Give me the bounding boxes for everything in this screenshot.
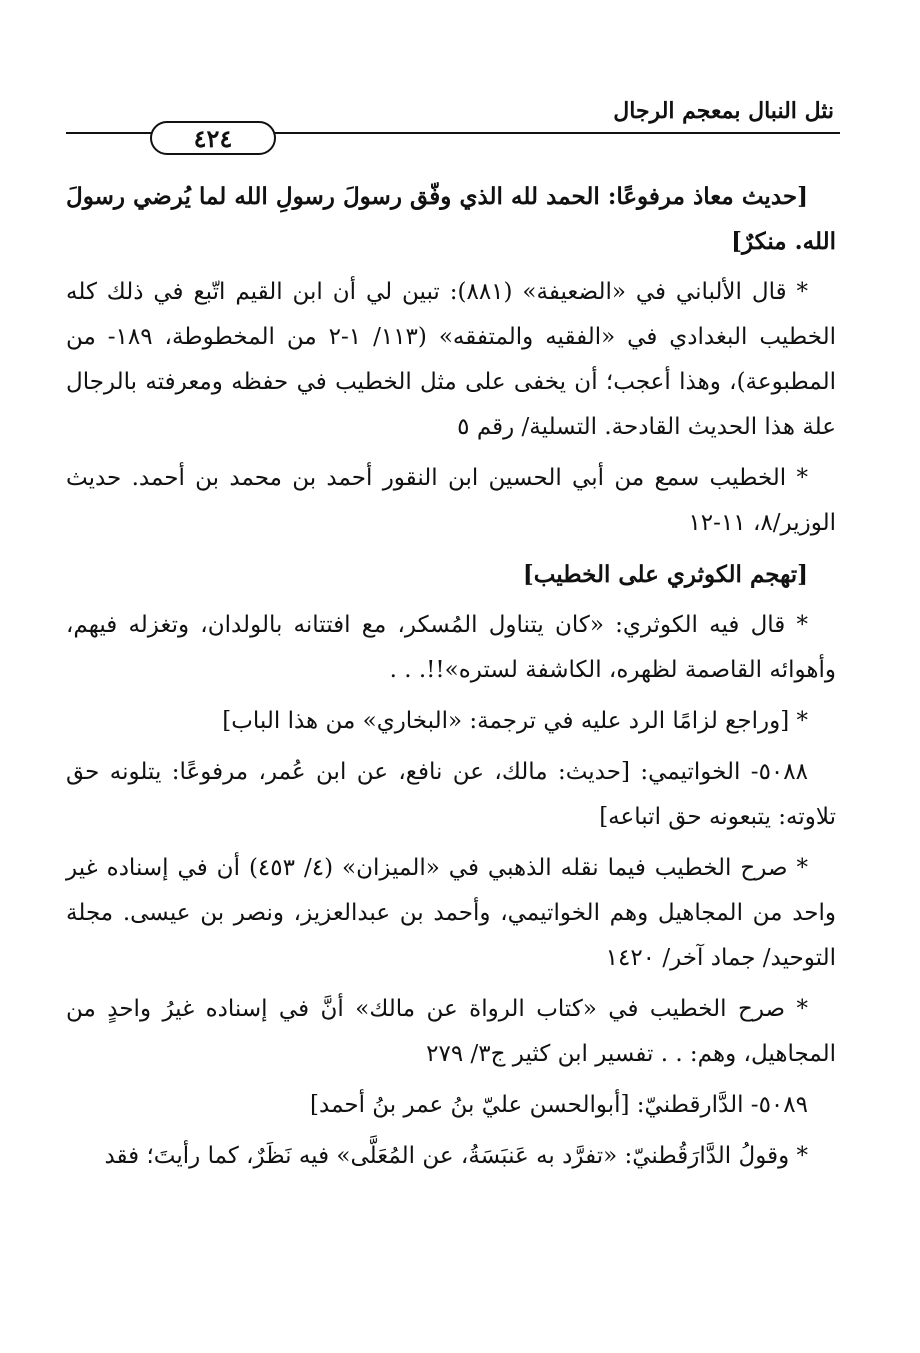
page-number: ٤٢٤ bbox=[150, 121, 276, 155]
section-heading-kawthari: [تهجم الكوثري على الخطيب] bbox=[522, 561, 808, 588]
paragraph-mizan: * صرح الخطيب فيما نقله الذهبي في «الميزان» (٤/ ٤٥٣) أن في إسناده غير واحد من المجاهيل وهم الخواتيمي، وأحمد بن عبدالعزيز، ونصر بن عيسى. مجلة التوحيد/ جماد آخر/ ١٤٢٠ bbox=[66, 855, 836, 971]
entry-5088-khawatimi: ٥٠٨٨- الخواتيمي: [حديث: مالك، عن نافع، عن ابن عُمر، مرفوعًا: يتلونه حق تلاوته: يتبعونه حق اتباعه] bbox=[66, 759, 836, 830]
paragraph-hadith-muadh: [حديث معاذ مرفوعًا: الحمد لله الذي وفّق رسولَ رسولِ الله لما يُرضي رسولَ الله. منكرٌ] bbox=[66, 183, 836, 255]
paragraph-albani: * قال الألباني في «الضعيفة» (٨٨١): تبين لي أن ابن القيم اتّبع في ذلك كله الخطيب البغدادي في «الفقيه والمتفقه» (١١٣/ ١-٢ من المخطوطة، ١٨٩- من المطبوعة)، وهذا أعجب؛ أن يخفى على مثل الخطيب في حفظه ومعرفته بالرجال علة هذا الحديث القادحة. التسلية/ رقم ٥ bbox=[66, 279, 836, 440]
body-text bbox=[66, 174, 836, 1185]
running-title: نثل النبال بمعجم الرجال bbox=[613, 98, 834, 124]
paragraph-daraqutni-quote: * وقولُ الدَّارَقُطنيّ: «تفرَّد به عَنبَسَةُ، عن المُعَلَّى» فيه نَظَرٌ، كما رأيتَ؛ فقد bbox=[104, 1143, 808, 1169]
paragraph-bukhari-reference: * [وراجع لزامًا الرد عليه في ترجمة: «البخاري» من هذا الباب] bbox=[222, 708, 808, 734]
paragraph-ruwat-malik: * صرح الخطيب في «كتاب الرواة عن مالك» أنَّ في إسناده غيرُ واحدٍ من المجاهيل، وهم: . . تفسير ابن كثير ج٣/ ٢٧٩ bbox=[66, 996, 836, 1067]
paragraph-kawthari-quote: * قال فيه الكوثري: «كان يتناول المُسكر، مع افتتانه بالولدان، وتغزله فيهم، وأهوائه القاصمة لظهره، الكاشفة لستره»!!. . . bbox=[66, 612, 836, 683]
entry-5089-daraqutni: ٥٠٨٩- الدَّارقطنيّ: [أبوالحسن عليّ بنُ عمر بنُ أحمد] bbox=[310, 1092, 808, 1118]
paragraph-ibn-naqqur: * الخطيب سمع من أبي الحسين ابن النقور أحمد بن محمد بن أحمد. حديث الوزير/٨، ١١-١٢ bbox=[66, 465, 836, 536]
